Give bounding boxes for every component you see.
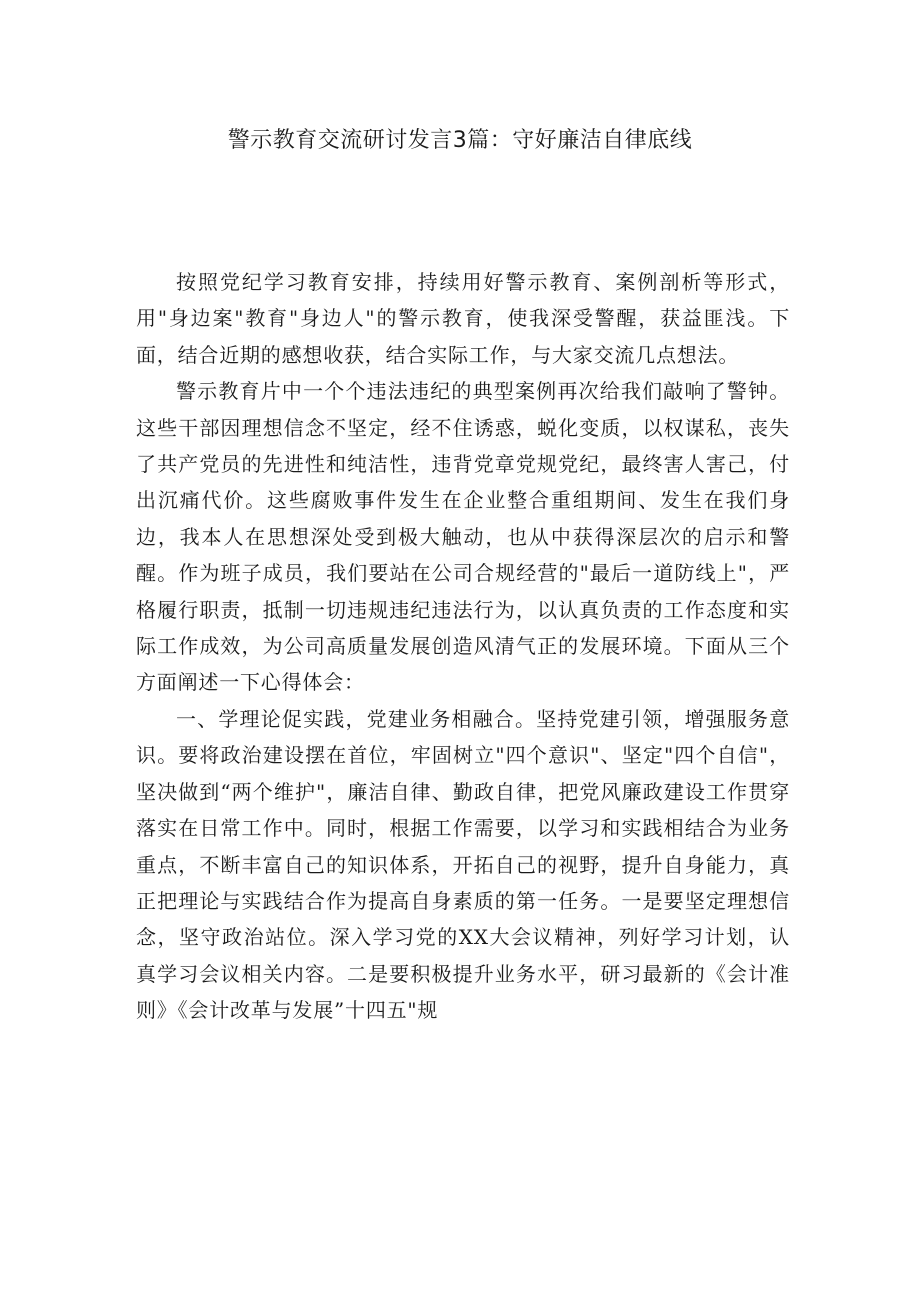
paragraph-point-one: 一、学理论促实践，党建业务相融合。坚持党建引领，增强服务意识。要将政治建设摆在首位，牢固树立"四个意识"、坚定"四个自信"，坚决做到“两个维护"，廉洁自律、勤政自律，把党风廉政建设工作贯穿落实在日常工作中。同时，根据工作需要，以学习和实践相结合为业务重点，不断丰富自己的知识体系，开拓自己的视野，提升自身能力，真正把理论与实践结合作为提高自身素质的第一任务。一是要坚定理想信念，坚守政治站位。深入学习党的XX大会议精神，列好学习计划，认真学习会议相关内容。二是要积极提升业务水平，研习最新的《会计准则》《会计改革与发展”十四五"规	[136, 706, 790, 1023]
paragraph-intro: 按照党纪学习教育安排，持续用好警示教育、案例剖析等形式，用"身边案"教育"身边人"的警示教育，使我深受警醒，获益匪浅。下面，结合近期的感想收获，结合实际工作，与大家交流几点想法。	[136, 270, 790, 367]
document-body	[136, 264, 790, 1029]
paragraph-warning: 警示教育片中一个个违法违纪的典型案例再次给我们敲响了警钟。这些干部因理想信念不坚定，经不住诱惑，蜕化变质，以权谋私，丧失了共产党员的先进性和纯洁性，违背党章党规党纪，最终害人害己，付出沉痛代价。这些腐败事件发生在企业整合重组期间、发生在我们身边，我本人在思想深处受到极大触动，也从中获得深层次的启示和警醒。作为班子成员，我们要站在公司合规经营的"最后一道防线上"，严格履行职责，抵制一切违规违纪违法行为，以认真负责的工作态度和实际工作成效，为公司高质量发展创造风清气正的发展环境。下面从三个方面阐述一下心得体会：	[136, 379, 790, 695]
document-title: 警示教育交流研讨发言3篇：守好廉洁自律底线	[227, 128, 693, 153]
